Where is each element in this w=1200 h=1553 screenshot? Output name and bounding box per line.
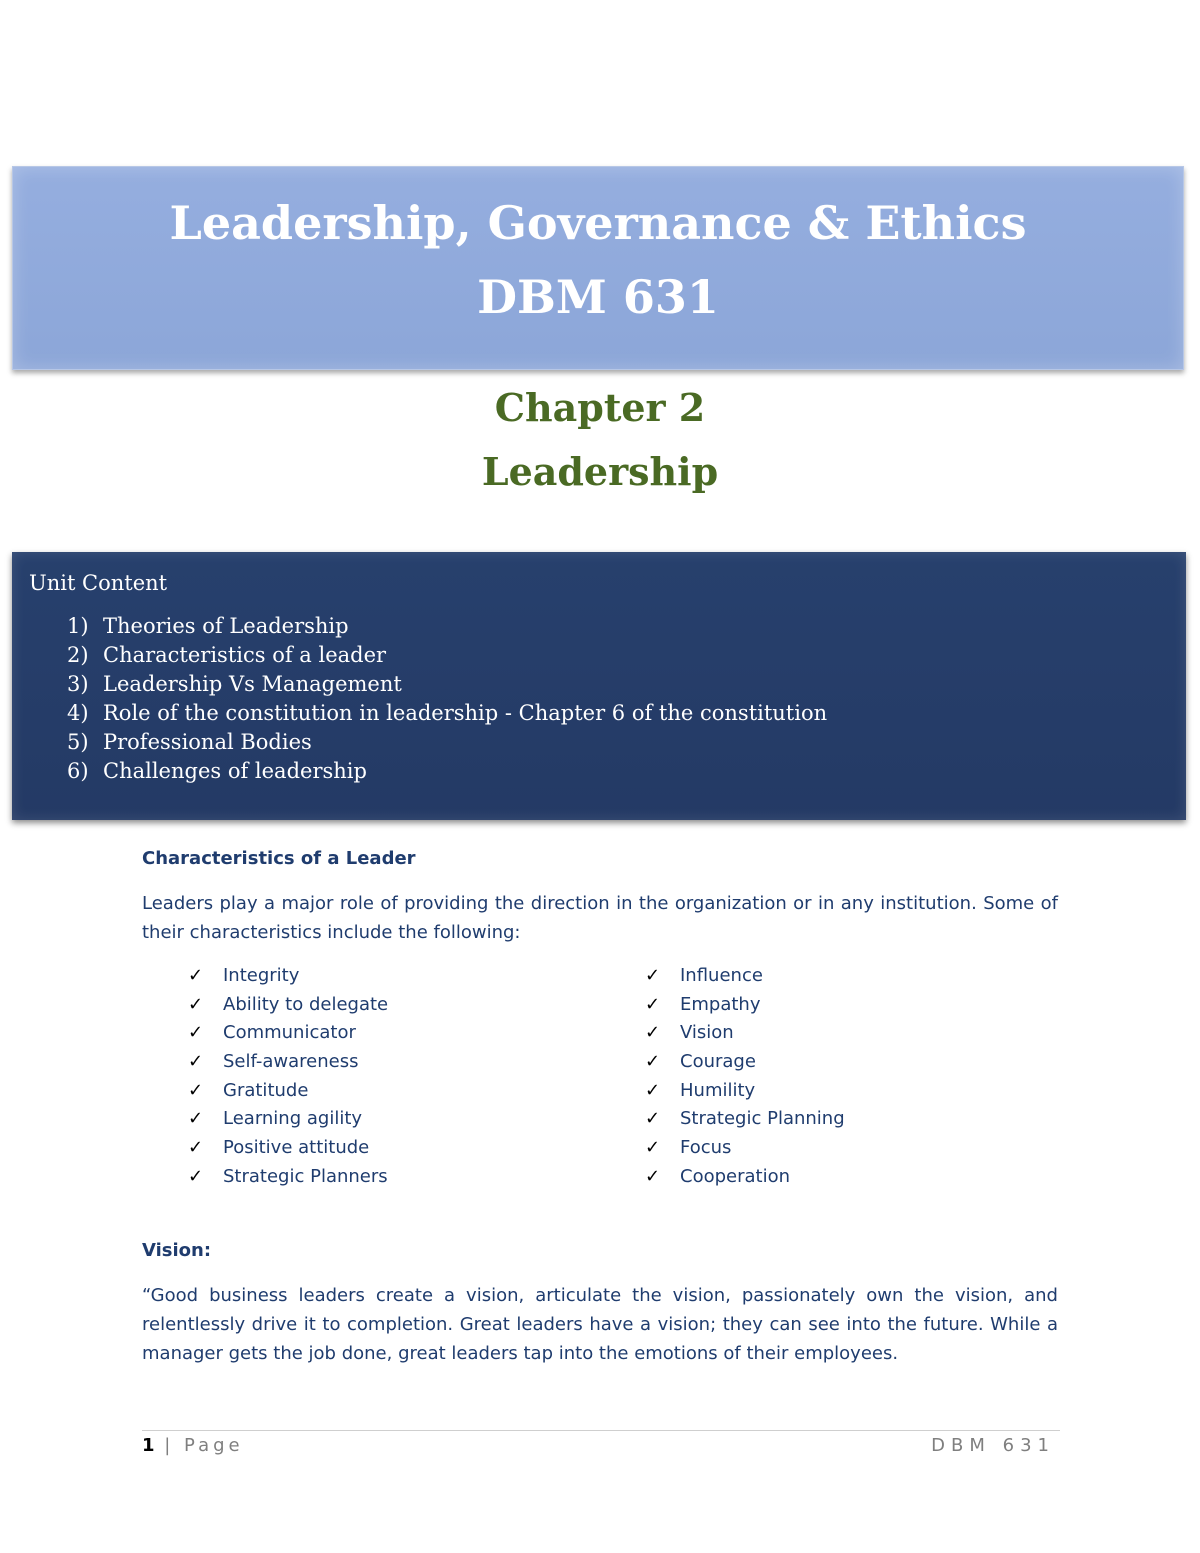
document-title: Leadership, Governance & Ethics — [169, 196, 1027, 250]
list-item: 4) Role of the constitution in leadership - Chapter 6 of the constitution — [67, 701, 828, 725]
page-label: Page — [184, 1435, 244, 1456]
characteristics-list-left — [188, 962, 388, 1192]
check-icon: ✓ — [645, 993, 661, 1015]
list-item: 3) Leadership Vs Management — [67, 672, 402, 696]
list-item: ✓ Empathy — [645, 991, 845, 1020]
check-icon: ✓ — [645, 1022, 661, 1044]
list-item: ✓ Integrity — [188, 962, 388, 991]
footer-course-code: DBM 631 — [931, 1435, 1055, 1456]
check-icon: ✓ — [645, 1051, 661, 1073]
check-icon: ✓ — [188, 1022, 204, 1044]
unit-content-heading: Unit Content — [29, 571, 168, 595]
list-item: ✓ Communicator — [188, 1019, 388, 1048]
list-item: ✓ Self-awareness — [188, 1048, 388, 1077]
list-item: 2) Characteristics of a leader — [67, 643, 387, 667]
list-item: ✓ Vision — [645, 1019, 845, 1048]
list-item: ✓ Focus — [645, 1134, 845, 1163]
list-item: ✓ Gratitude — [188, 1077, 388, 1106]
title-banner — [12, 166, 1184, 370]
check-icon: ✓ — [188, 965, 204, 986]
list-item: ✓ Positive attitude — [188, 1134, 388, 1163]
characteristics-intro: Leaders play a major role of providing the direction in the organization or in any institution. Some of their characteristics include the following: — [142, 893, 1058, 943]
footer-separator: | — [154, 1435, 185, 1456]
unit-content-box — [12, 552, 1186, 820]
list-item: ✓ Courage — [645, 1048, 845, 1077]
check-icon: ✓ — [188, 1079, 204, 1101]
footer-divider — [142, 1430, 1060, 1431]
list-item: ✓ Cooperation — [645, 1163, 845, 1192]
list-item: ✓ Ability to delegate — [188, 991, 388, 1020]
list-item: ✓ Learning agility — [188, 1105, 388, 1134]
check-icon: ✓ — [188, 1137, 204, 1159]
characteristics-list-right — [645, 962, 845, 1192]
list-item: 5) Professional Bodies — [67, 730, 312, 754]
page-footer-number — [142, 1435, 244, 1456]
check-icon: ✓ — [188, 1165, 204, 1187]
chapter-title: Leadership — [481, 449, 719, 494]
list-item: 1) Theories of Leadership — [67, 614, 349, 638]
list-item: ✓ Humility — [645, 1077, 845, 1106]
list-item: 6) Challenges of leadership — [67, 759, 367, 783]
characteristics-heading: Characteristics of a Leader — [142, 848, 416, 869]
list-item: ✓ Strategic Planning — [645, 1105, 845, 1134]
list-item: ✓ Influence — [645, 962, 845, 991]
check-icon: ✓ — [188, 1051, 204, 1073]
check-icon: ✓ — [645, 1137, 661, 1159]
chapter-number: Chapter 2 — [494, 385, 706, 430]
vision-heading: Vision: — [142, 1240, 212, 1261]
check-icon: ✓ — [645, 1079, 661, 1101]
vision-paragraph: “Good business leaders create a vision, articulate the vision, passionately own the vision, and relentlessly drive it to completion. Great leaders have a vision; they can see into the future. While a manager gets the job done, great leaders tap into the emotions of their employees. — [142, 1285, 1058, 1364]
course-code-title: DBM 631 — [477, 270, 719, 324]
check-icon: ✓ — [645, 1108, 661, 1130]
list-item: ✓ Strategic Planners — [188, 1163, 388, 1192]
check-icon: ✓ — [188, 993, 204, 1015]
page-number: 1 — [142, 1435, 155, 1456]
check-icon: ✓ — [645, 1165, 661, 1187]
check-icon: ✓ — [645, 965, 661, 986]
unit-content-list — [67, 612, 827, 786]
check-icon: ✓ — [188, 1108, 204, 1130]
